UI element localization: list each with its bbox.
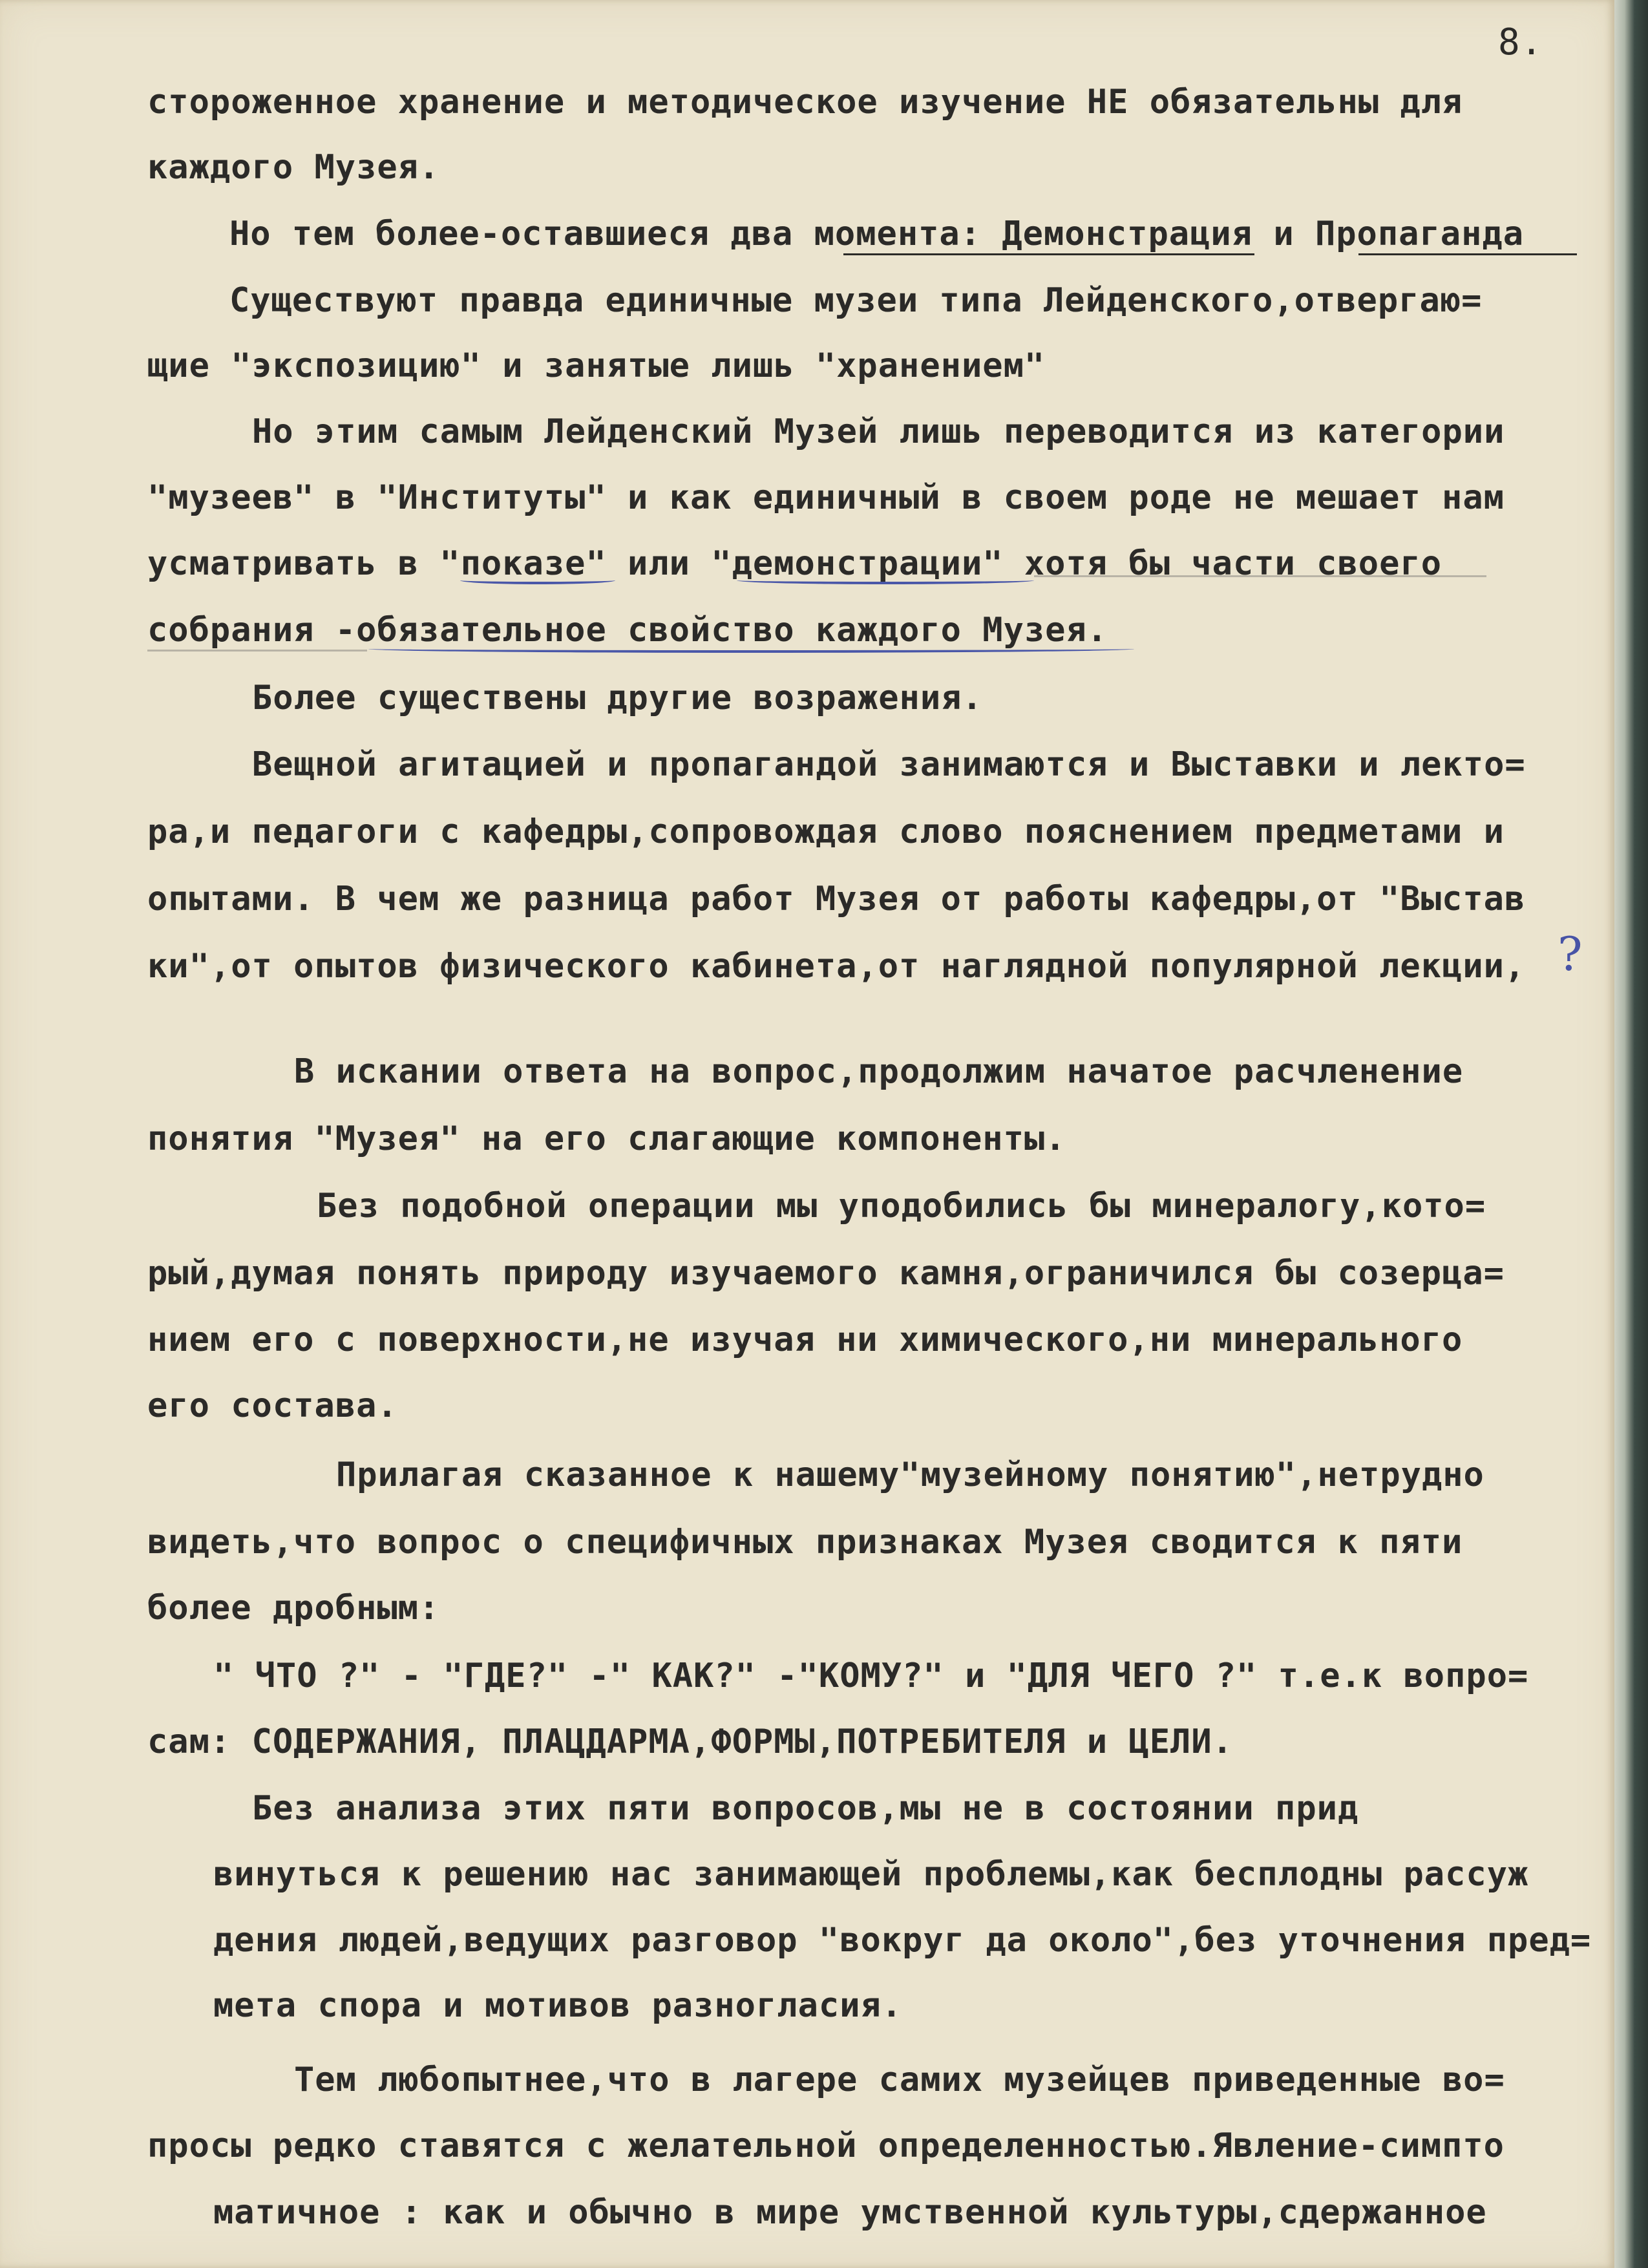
text-line: Без анализа этих пяти вопросов,мы не в состоянии прид <box>252 1789 1359 1828</box>
text-line: щие "экспозицию" и занятые лишь "хранением" <box>147 346 1046 385</box>
text-line: стороженное хранение и методическое изучение НЕ обязательны для <box>147 83 1463 122</box>
text-line: усматривать в "показе" или "демонстрации" хотя бы части своего <box>147 544 1442 583</box>
text-line: " ЧТО ?" - "ГДЕ?" -" КАК?" -"КОМУ?" и "ДЛЯ ЧЕГО ?" т.е.к вопро= <box>213 1657 1529 1695</box>
handwritten-underline-demonstratsii <box>737 575 1034 584</box>
text-line: матичное : как и обычно в мире умственной культуры,сдержанное <box>213 2193 1487 2232</box>
text-line: просы редко ставятся с желательной определенностью.Явление-симпто <box>147 2126 1505 2165</box>
text-line: Без подобной операции мы уподобились бы минералогу,кото= <box>317 1187 1486 1225</box>
handwritten-underline-sentence <box>368 644 1134 653</box>
text-line: ки",от опытов физического кабинета,от наглядной популярной лекции, <box>147 947 1526 986</box>
handwritten-underline-pokaze <box>460 575 615 584</box>
text-line: сам: СОДЕРЖАНИЯ, ПЛАЦДАРМА,ФОРМЫ,ПОТРЕБИТЕЛЯ и ЦЕЛИ. <box>147 1722 1233 1761</box>
text-line: В искании ответа на вопрос,продолжим начатое расчленение <box>294 1052 1464 1091</box>
text-line: рый,думая понять природу изучаемого камня,ограничился бы созерца= <box>147 1254 1505 1293</box>
text-line: ра,и педагоги с кафедры,сопровождая слово пояснением предметами и <box>147 812 1505 851</box>
pencil-underline <box>1034 575 1486 577</box>
text-line: Но этим самым Лейденский Музей лишь переводится из категории <box>252 412 1505 451</box>
text-line: более дробным: <box>147 1589 440 1627</box>
text-line: мета спора и мотивов разногласия. <box>213 1986 903 2025</box>
text-line: Прилагая сказанное к нашему"музейному понятию",нетрудно <box>336 1456 1484 1494</box>
text-line: нием его с поверхности,не изучая ни химического,ни минерального <box>147 1320 1463 1359</box>
text-line: собрания -обязательное свойство каждого Музея. <box>147 611 1108 650</box>
text-line: его состава. <box>147 1386 398 1425</box>
underline-propaganda <box>1358 253 1577 255</box>
text-line: дения людей,ведущих разговор "вокруг да около",без уточнения пред= <box>213 1921 1592 1960</box>
text-line: Вещной агитацией и пропагандой занимаются и Выставки и лекто= <box>252 745 1526 784</box>
text-line: опытами. В чем же разница работ Музея от работы кафедры,от "Выстав <box>147 880 1526 918</box>
text-line: видеть,что вопрос о специфичных признаках Музея сводится к пяти <box>147 1523 1463 1562</box>
text-line: Но тем более-оставшиеся два момента: Демонстрация и Пропаганда <box>229 215 1525 253</box>
text-line: винуться к решению нас занимающей проблемы,как бесплодны рассуж <box>213 1855 1529 1894</box>
text-line: "музеев" в "Институты" и как единичный в своем роде не мешает нам <box>147 478 1505 517</box>
handwritten-question-mark: ? <box>1558 927 1583 981</box>
page-edge-shadow <box>1614 0 1648 2268</box>
pencil-underline <box>147 650 367 652</box>
text-line: Существуют правда единичные музеи типа Лейденского,отвергаю= <box>229 281 1483 320</box>
text-line: понятия "Музея" на его слагающие компоненты. <box>147 1119 1066 1158</box>
text-line: каждого Музея. <box>147 148 440 187</box>
page-number: 8. <box>1498 21 1543 63</box>
underline-demonstration <box>843 253 1254 255</box>
text-line: Более существены другие возражения. <box>252 679 983 717</box>
text-line: Тем любопытнее,что в лагере самих музейцев приведенные во= <box>294 2061 1505 2099</box>
